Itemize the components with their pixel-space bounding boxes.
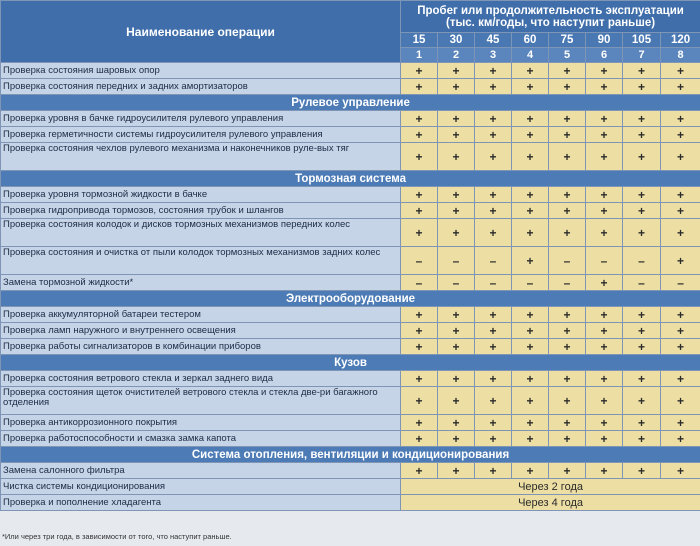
schedule-mark-cell: + — [549, 339, 586, 355]
schedule-mark-cell: + — [401, 431, 438, 447]
schedule-mark-cell: + — [586, 463, 623, 479]
table-row — [1, 323, 700, 339]
schedule-mark-cell: + — [475, 307, 512, 323]
schedule-mark-cell: + — [661, 63, 700, 79]
mileage-header-line2: (тыс. км/годы, что наступит раньше) — [446, 17, 656, 29]
schedule-mark-cell: + — [512, 219, 549, 247]
year-8: 8 — [661, 48, 700, 63]
schedule-mark-cell: + — [512, 247, 549, 275]
schedule-mark-cell: + — [401, 387, 438, 415]
section-header-brakes — [1, 171, 700, 187]
schedule-mark-cell: + — [512, 111, 549, 127]
schedule-mark-cell: + — [438, 431, 475, 447]
schedule-mark-cell: – — [401, 275, 438, 291]
schedule-mark-cell: + — [623, 127, 661, 143]
schedule-mark-cell: + — [623, 219, 661, 247]
schedule-mark-cell: + — [512, 463, 549, 479]
operation-label: Проверка состояния шаровых опор — [1, 63, 401, 79]
schedule-mark-cell: + — [401, 79, 438, 95]
operation-label: Проверка состояния чехлов рулевого механизма и наконечников руле-вых тяг — [1, 143, 401, 171]
schedule-mark-cell: + — [586, 387, 623, 415]
operation-label: Проверка работы сигнализаторов в комбинации приборов — [1, 339, 401, 355]
section-header-body — [1, 355, 700, 371]
table-row — [1, 371, 700, 387]
schedule-mark-cell: + — [661, 111, 700, 127]
schedule-mark-cell: + — [549, 63, 586, 79]
schedule-mark-cell: + — [475, 187, 512, 203]
schedule-mark-cell: + — [475, 203, 512, 219]
table-row — [1, 187, 700, 203]
year-6: 6 — [586, 48, 623, 63]
schedule-mark-cell: + — [586, 63, 623, 79]
schedule-mark-cell: + — [401, 187, 438, 203]
schedule-mark-cell: + — [661, 307, 700, 323]
schedule-mark-cell: + — [549, 371, 586, 387]
schedule-mark-cell: + — [438, 307, 475, 323]
schedule-mark-cell: + — [475, 415, 512, 431]
footnote: *Или через три года, в зависимости от того, что наступит раньше. — [2, 532, 232, 541]
schedule-mark-cell: + — [661, 143, 700, 171]
schedule-mark-cell: + — [549, 463, 586, 479]
schedule-mark-cell: + — [623, 203, 661, 219]
operation-label: Проверка и пополнение хладагента — [1, 495, 401, 511]
schedule-mark-cell: + — [438, 203, 475, 219]
schedule-mark-cell: – — [586, 247, 623, 275]
table-row — [1, 219, 700, 247]
schedule-mark-cell: + — [401, 371, 438, 387]
schedule-mark-cell: + — [512, 187, 549, 203]
schedule-mark-cell: + — [512, 127, 549, 143]
schedule-mark-cell: + — [661, 371, 700, 387]
schedule-mark-cell: – — [549, 247, 586, 275]
table-row — [1, 387, 700, 415]
schedule-mark-cell: + — [549, 111, 586, 127]
schedule-mark-cell: + — [661, 463, 700, 479]
schedule-mark-cell: + — [475, 63, 512, 79]
schedule-mark-cell: + — [549, 415, 586, 431]
table-row — [1, 307, 700, 323]
schedule-mark-cell: + — [438, 79, 475, 95]
mileage-30: 30 — [438, 33, 475, 48]
schedule-mark-cell: + — [586, 339, 623, 355]
operation-label: Проверка герметичности системы гидроусилителя рулевого управления — [1, 127, 401, 143]
mileage-75: 75 — [549, 33, 586, 48]
year-1: 1 — [401, 48, 438, 63]
mileage-15: 15 — [401, 33, 438, 48]
table-row — [1, 111, 700, 127]
schedule-mark-cell: + — [512, 371, 549, 387]
mileage-90: 90 — [586, 33, 623, 48]
operation-column-header: Наименование операции — [1, 1, 401, 63]
schedule-mark-cell: + — [401, 323, 438, 339]
schedule-mark-cell: + — [401, 339, 438, 355]
operation-label: Чистка системы кондиционирования — [1, 479, 401, 495]
schedule-mark-cell: + — [623, 463, 661, 479]
operation-label: Замена салонного фильтра — [1, 463, 401, 479]
schedule-mark-cell: + — [475, 387, 512, 415]
schedule-mark-cell: + — [475, 219, 512, 247]
schedule-mark-cell: – — [661, 275, 700, 291]
mileage-45: 45 — [475, 33, 512, 48]
table-row — [1, 79, 700, 95]
schedule-mark-cell: + — [549, 203, 586, 219]
schedule-mark-cell: + — [512, 431, 549, 447]
schedule-mark-cell: + — [512, 79, 549, 95]
section-title: Электрооборудование — [1, 291, 700, 307]
schedule-mark-cell: + — [549, 219, 586, 247]
schedule-mark-cell: + — [438, 63, 475, 79]
schedule-mark-cell: – — [549, 275, 586, 291]
schedule-mark-cell: + — [586, 371, 623, 387]
operation-label: Проверка уровня тормозной жидкости в бачке — [1, 187, 401, 203]
schedule-mark-cell: + — [661, 219, 700, 247]
schedule-mark-cell: + — [549, 79, 586, 95]
section-header-steering — [1, 95, 700, 111]
schedule-mark-cell: + — [549, 323, 586, 339]
schedule-mark-cell: + — [586, 143, 623, 171]
section-title: Рулевое управление — [1, 95, 700, 111]
schedule-mark-cell: + — [661, 127, 700, 143]
schedule-mark-cell: – — [475, 275, 512, 291]
schedule-mark-cell: + — [623, 339, 661, 355]
schedule-mark-cell: + — [586, 203, 623, 219]
schedule-mark-cell: + — [438, 219, 475, 247]
schedule-mark-cell: + — [438, 463, 475, 479]
schedule-mark-cell: + — [438, 143, 475, 171]
schedule-mark-cell: – — [438, 247, 475, 275]
table-row — [1, 495, 700, 511]
schedule-mark-cell: + — [623, 415, 661, 431]
schedule-mark-cell: + — [549, 307, 586, 323]
schedule-mark-cell: + — [661, 187, 700, 203]
schedule-mark-cell: + — [401, 463, 438, 479]
schedule-mark-cell: + — [512, 387, 549, 415]
mileage-60: 60 — [512, 33, 549, 48]
schedule-mark-cell: + — [475, 323, 512, 339]
schedule-mark-cell: + — [623, 111, 661, 127]
schedule-mark-cell: + — [586, 307, 623, 323]
schedule-mark-cell: + — [401, 415, 438, 431]
operation-label: Проверка аккумуляторной батареи тестером — [1, 307, 401, 323]
table-row — [1, 275, 700, 291]
year-4: 4 — [512, 48, 549, 63]
schedule-mark-cell: + — [661, 431, 700, 447]
schedule-mark-cell: + — [661, 79, 700, 95]
schedule-mark-cell: + — [401, 219, 438, 247]
schedule-mark-cell: + — [549, 387, 586, 415]
schedule-mark-cell: + — [475, 371, 512, 387]
operation-label: Проверка работоспособности и смазка замка капота — [1, 431, 401, 447]
schedule-mark-cell: + — [623, 143, 661, 171]
section-header-climate — [1, 447, 700, 463]
schedule-mark-cell: + — [661, 387, 700, 415]
mileage-column-header — [401, 1, 700, 33]
operation-label: Проверка гидропривода тормозов, состояния трубок и шлангов — [1, 203, 401, 219]
schedule-mark-cell: + — [661, 203, 700, 219]
table-row — [1, 479, 700, 495]
schedule-mark-cell: + — [661, 247, 700, 275]
schedule-mark-cell: + — [475, 339, 512, 355]
schedule-mark-cell: + — [623, 387, 661, 415]
schedule-mark-cell: + — [586, 111, 623, 127]
schedule-mark-cell: + — [512, 63, 549, 79]
schedule-mark-cell: + — [438, 127, 475, 143]
schedule-mark-cell: – — [623, 247, 661, 275]
year-3: 3 — [475, 48, 512, 63]
section-title: Система отопления, вентиляции и кондиционирования — [1, 447, 700, 463]
table-row — [1, 143, 700, 171]
schedule-mark-cell: + — [512, 339, 549, 355]
schedule-mark-cell: + — [512, 323, 549, 339]
schedule-mark-cell: + — [401, 111, 438, 127]
table-row — [1, 63, 700, 79]
schedule-mark-cell: + — [438, 371, 475, 387]
table-row — [1, 127, 700, 143]
schedule-mark-cell: + — [623, 323, 661, 339]
section-title: Тормозная система — [1, 171, 700, 187]
schedule-mark-cell: + — [661, 339, 700, 355]
interval-span-cell: Через 2 года — [401, 479, 700, 495]
year-7: 7 — [623, 48, 661, 63]
section-title: Кузов — [1, 355, 700, 371]
schedule-mark-cell: + — [623, 307, 661, 323]
schedule-mark-cell: + — [623, 63, 661, 79]
operation-label: Проверка состояния и очистка от пыли колодок тормозных механизмов задних колес — [1, 247, 401, 275]
table-row — [1, 339, 700, 355]
schedule-mark-cell: + — [586, 219, 623, 247]
schedule-mark-cell: + — [586, 323, 623, 339]
table-row — [1, 203, 700, 219]
table-row — [1, 415, 700, 431]
schedule-mark-cell: + — [475, 111, 512, 127]
operation-label: Проверка состояния ветрового стекла и зеркал заднего вида — [1, 371, 401, 387]
schedule-mark-cell: + — [438, 415, 475, 431]
schedule-mark-cell: + — [475, 127, 512, 143]
operation-label: Проверка уровня в бачке гидроусилителя рулевого управления — [1, 111, 401, 127]
schedule-mark-cell: + — [475, 79, 512, 95]
schedule-mark-cell: + — [586, 187, 623, 203]
schedule-mark-cell: + — [401, 63, 438, 79]
schedule-mark-cell: + — [512, 203, 549, 219]
schedule-mark-cell: + — [438, 187, 475, 203]
section-header-electrical — [1, 291, 700, 307]
year-2: 2 — [438, 48, 475, 63]
mileage-120: 120 — [661, 33, 700, 48]
operation-label: Проверка состояния щеток очистителей ветрового стекла и стекла две-ри багажного отделения — [1, 387, 401, 415]
schedule-mark-cell: + — [401, 127, 438, 143]
operation-label: Замена тормозной жидкости* — [1, 275, 401, 291]
schedule-mark-cell: – — [512, 275, 549, 291]
schedule-mark-cell: + — [549, 127, 586, 143]
schedule-mark-cell: + — [549, 187, 586, 203]
mileage-header-line1: Пробег или продолжительность эксплуатации — [417, 5, 684, 17]
table-row — [1, 463, 700, 479]
schedule-mark-cell: + — [623, 371, 661, 387]
schedule-mark-cell: + — [438, 339, 475, 355]
schedule-mark-cell: + — [512, 415, 549, 431]
schedule-mark-cell: + — [586, 431, 623, 447]
schedule-mark-cell: + — [475, 431, 512, 447]
schedule-mark-cell: + — [401, 143, 438, 171]
schedule-mark-cell: + — [549, 431, 586, 447]
schedule-mark-cell: + — [623, 431, 661, 447]
schedule-mark-cell: – — [623, 275, 661, 291]
operation-label: Проверка состояния колодок и дисков тормозных механизмов передних колес — [1, 219, 401, 247]
schedule-mark-cell: + — [475, 463, 512, 479]
schedule-mark-cell: + — [586, 79, 623, 95]
schedule-mark-cell: + — [438, 387, 475, 415]
schedule-mark-cell: + — [401, 203, 438, 219]
schedule-mark-cell: + — [586, 275, 623, 291]
year-5: 5 — [549, 48, 586, 63]
schedule-mark-cell: + — [512, 143, 549, 171]
schedule-mark-cell: + — [401, 307, 438, 323]
schedule-mark-cell: + — [512, 307, 549, 323]
mileage-105: 105 — [623, 33, 661, 48]
operation-label: Проверка ламп наружного и внутреннего освещения — [1, 323, 401, 339]
schedule-mark-cell: + — [549, 143, 586, 171]
schedule-mark-cell: + — [586, 415, 623, 431]
schedule-mark-cell: + — [623, 79, 661, 95]
schedule-mark-cell: + — [586, 127, 623, 143]
schedule-mark-cell: + — [661, 323, 700, 339]
table-row — [1, 431, 700, 447]
schedule-mark-cell: – — [438, 275, 475, 291]
schedule-mark-cell: + — [661, 415, 700, 431]
operation-label: Проверка антикоррозионного покрытия — [1, 415, 401, 431]
schedule-mark-cell: – — [475, 247, 512, 275]
table-row — [1, 247, 700, 275]
schedule-mark-cell: + — [475, 143, 512, 171]
schedule-mark-cell: + — [623, 187, 661, 203]
schedule-mark-cell: + — [438, 323, 475, 339]
interval-span-cell: Через 4 года — [401, 495, 700, 511]
schedule-mark-cell: – — [401, 247, 438, 275]
operation-label: Проверка состояния передних и задних амортизаторов — [1, 79, 401, 95]
schedule-mark-cell: + — [438, 111, 475, 127]
